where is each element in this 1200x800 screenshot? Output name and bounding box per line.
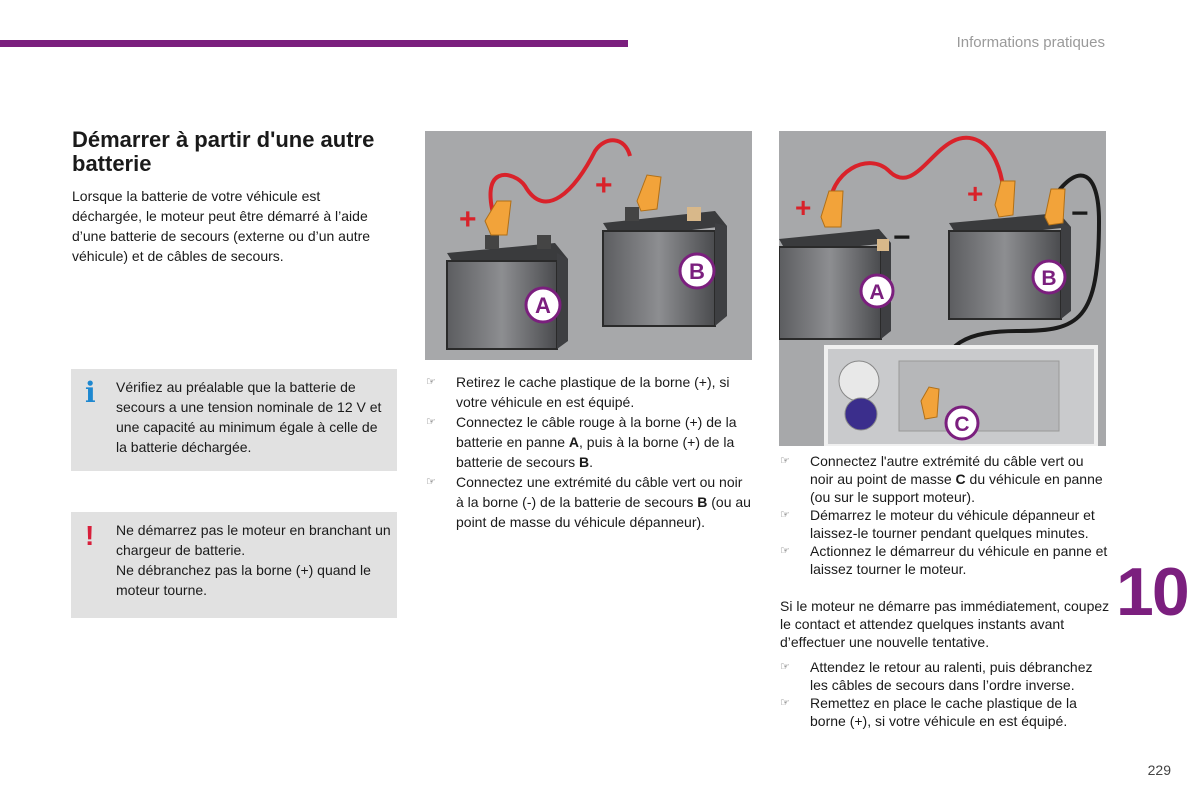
section-header: Informations pratiques xyxy=(956,34,1105,51)
label-a-badge xyxy=(861,275,893,307)
step-text: , puis à la borne (+) de la batterie de secours xyxy=(456,434,735,470)
engine-bay-inset xyxy=(826,347,1096,446)
clamp-a xyxy=(821,191,843,227)
label-b-badge xyxy=(680,254,714,288)
pointing-hand-icon: ☞ xyxy=(426,376,436,388)
battery-illustration-1 xyxy=(425,131,752,360)
minus-sign-a: − xyxy=(893,221,911,254)
list-item xyxy=(780,658,1110,694)
warning-text xyxy=(116,520,391,600)
label-b: B xyxy=(1041,267,1057,290)
pointing-hand-icon: ☞ xyxy=(780,697,790,709)
list-item xyxy=(780,506,1110,542)
steps-list-1 xyxy=(426,372,751,532)
battery-ref-a: A xyxy=(568,434,579,450)
clamp-b-black xyxy=(1045,189,1065,225)
reservoir-cap-icon xyxy=(845,398,877,430)
plus-sign-a: + xyxy=(459,203,477,236)
clamp-a xyxy=(485,201,511,235)
step-text: Démarrez le moteur du véhicule dépanneur et laissez-le tourner pendant quelques minutes. xyxy=(810,507,1095,541)
plus-sign-b: + xyxy=(967,178,984,209)
minus-sign-b: − xyxy=(1071,197,1089,230)
label-c: C xyxy=(954,413,970,436)
step-text: Connectez une extrémité du câble vert ou noir à la borne (-) de la batterie de secours xyxy=(456,474,743,510)
step-text: . xyxy=(589,454,593,470)
pointing-hand-icon: ☞ xyxy=(426,416,436,428)
step-text: Connectez l'autre extrémité du câble vert ou noir au point de masse xyxy=(810,453,1084,487)
warning-line-2: Ne débranchez pas la borne (+) quand le moteur tourne. xyxy=(116,562,371,598)
list-item xyxy=(426,372,751,412)
battery-ref-b: B xyxy=(697,494,708,510)
plus-sign-a: + xyxy=(795,192,812,223)
label-b-badge xyxy=(1033,261,1065,293)
retry-paragraph: Si le moteur ne démarre pas immédiatement, coupez le contact et attendez quelques instants avant d’effectuer une nouvelle tentative. xyxy=(780,598,1110,650)
list-item xyxy=(780,452,1110,506)
chapter-number: 10 xyxy=(1116,554,1188,630)
page-title: Démarrer à partir d'une autre batterie xyxy=(72,127,375,176)
pointing-hand-icon: ☞ xyxy=(780,661,790,673)
step-text: du véhicule en panne (ou sur le support moteur). xyxy=(810,471,1103,505)
figure-red-cable-connection xyxy=(425,131,752,360)
pointing-hand-icon: ☞ xyxy=(780,509,790,521)
info-icon: i xyxy=(85,376,96,409)
plus-sign-b: + xyxy=(595,169,613,202)
intro-paragraph: Lorsque la batterie de votre véhicule est déchargée, le moteur peut être démarré à l’aide d’une batterie de secours (externe ou d’un autre véhicule) et de câbles de secours. xyxy=(72,188,371,264)
list-item xyxy=(780,542,1110,578)
warning-icon: ! xyxy=(85,520,95,551)
battery-ref-b: B xyxy=(578,454,590,470)
step-text: Actionnez le démarreur du véhicule en panne et laissez tourner le moteur. xyxy=(810,543,1108,577)
step-text: Retirez le cache plastique de la borne (+), si votre véhicule en est équipé. xyxy=(456,374,730,410)
label-a: A xyxy=(535,293,551,318)
step-text: Connectez le câble rouge à la borne (+) de la batterie en panne xyxy=(456,414,737,450)
pointing-hand-icon: ☞ xyxy=(780,455,790,467)
step-text: Attendez le retour au ralenti, puis débranchez les câbles de secours dans l’ordre inverse. xyxy=(810,659,1093,693)
label-a: A xyxy=(869,281,885,304)
clamp-b xyxy=(637,175,661,211)
pointing-hand-icon: ☞ xyxy=(426,476,436,488)
list-item xyxy=(426,412,751,472)
figure-ground-connection xyxy=(779,131,1106,446)
clamp-b-red xyxy=(995,181,1015,217)
battery-illustration-2 xyxy=(779,131,1106,446)
warning-line-1: Ne démarrez pas le moteur en branchant un chargeur de batterie. xyxy=(116,522,391,558)
step-text: Remettez en place le cache plastique de la borne (+), si votre véhicule en est équipé. xyxy=(810,695,1077,729)
label-b: B xyxy=(689,259,705,284)
page-number: 229 xyxy=(1147,762,1171,778)
step-text: (ou au point de masse du véhicule dépanneur). xyxy=(456,494,751,530)
info-text: Vérifiez au préalable que la batterie de secours a une tension nominale de 12 V et une capacité au minimum égale à celle de la batterie déchargée. xyxy=(116,379,382,455)
list-item xyxy=(426,472,751,532)
warning-box xyxy=(71,512,397,618)
chapter-color-bar xyxy=(0,40,628,47)
steps-list-3 xyxy=(780,658,1110,730)
info-box xyxy=(71,369,397,471)
pointing-hand-icon: ☞ xyxy=(780,545,790,557)
label-a-badge xyxy=(526,288,560,322)
steps-list-2 xyxy=(780,452,1110,578)
ground-ref-c: C xyxy=(955,471,966,487)
list-item xyxy=(780,694,1110,730)
